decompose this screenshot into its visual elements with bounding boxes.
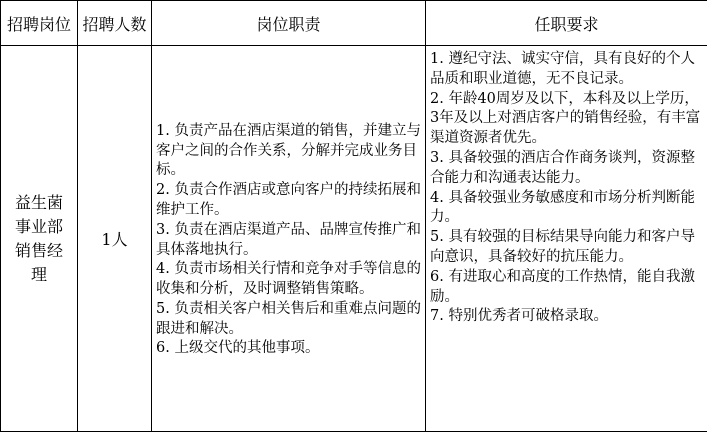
requirement-item: 6. 有进取心和高度的工作热情，能自我激励。 — [430, 268, 703, 308]
requirement-item: 5. 具有较强的目标结果导向能力和客户导向意识，具备较好的抗压能力。 — [430, 228, 703, 268]
duty-item: 5. 负责相关客户相关售后和重难点问题的跟进和解决。 — [156, 300, 421, 340]
table-row — [1, 46, 707, 432]
position-line: 事业部 — [2, 215, 76, 239]
duty-item: 6. 上级交代的其他事项。 — [156, 339, 421, 359]
requirements-cell — [426, 46, 707, 432]
requirement-item: 7. 特别优秀者可破格录取。 — [430, 307, 703, 327]
duty-item: 3. 负责在酒店渠道产品、品牌宣传推广和具体落地执行。 — [156, 221, 421, 261]
requirement-item: 4. 具备较强业务敏感度和市场分析判断能力。 — [430, 189, 703, 229]
position-line: 益生菌 — [2, 191, 76, 215]
position-line: 销售经 — [2, 239, 76, 263]
duty-item: 2. 负责合作酒店或意向客户的持续拓展和维护工作。 — [156, 181, 421, 221]
headcount-cell: 1人 — [78, 46, 152, 432]
duties-cell — [152, 46, 426, 432]
requirement-item: 3. 具备较强的酒店合作商务谈判，资源整合能力和沟通表达能力。 — [430, 149, 703, 189]
duty-item: 1. 负责产品在酒店渠道的销售，并建立与客户之间的合作关系，分解并完成业务目标。 — [156, 122, 421, 181]
duty-item: 4. 负责市场相关行情和竞争对手等信息的收集和分析，及时调整销售策略。 — [156, 260, 421, 300]
position-line: 理 — [2, 263, 76, 287]
requirement-item: 1. 遵纪守法、诚实守信，具有良好的个人品质和职业道德，无不良记录。 — [430, 50, 703, 90]
header-position: 招聘岗位 — [1, 1, 78, 46]
header-headcount: 招聘人数 — [78, 1, 152, 46]
header-requirements: 任职要求 — [426, 1, 707, 46]
position-cell — [1, 46, 78, 432]
header-row — [1, 1, 707, 46]
header-duties: 岗位职责 — [152, 1, 426, 46]
requirement-item: 2. 年龄40周岁及以下，本科及以上学历，3年及以上对酒店客户的销售经验，有丰富渠道资源者优先。 — [430, 90, 703, 149]
